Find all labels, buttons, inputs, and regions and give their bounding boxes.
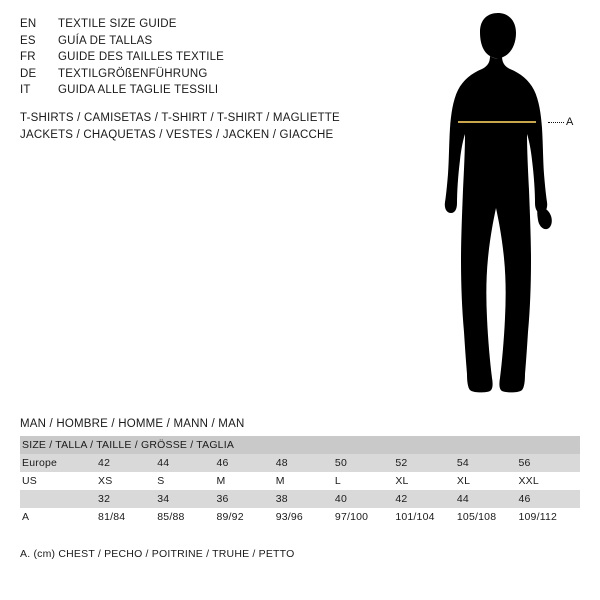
table-cell: 46 — [216, 457, 229, 469]
table-cell: 54 — [456, 457, 469, 469]
table-cell: 105/108 — [456, 511, 497, 523]
row-label: US — [22, 475, 37, 487]
language-text: TEXTILGRÖßENFÜHRUNG — [58, 67, 208, 80]
language-row — [20, 66, 360, 83]
language-text: GUIDE DES TAILLES TEXTILE — [58, 51, 225, 63]
table-cell: 101/104 — [395, 511, 435, 523]
table-cell: XL — [395, 475, 409, 487]
table-cell: L — [334, 475, 341, 487]
table-cell: 85/88 — [157, 511, 185, 523]
category-line-tshirts: T-SHIRTS / CAMISETAS / T-SHIRT / T-SHIRT / MAGLIETTE — [20, 112, 340, 124]
measure-leader-line — [548, 122, 564, 123]
category-line-jackets: JACKETS / CHAQUETAS / VESTES / JACKEN / GIACCHE — [20, 129, 334, 141]
table-cell: 93/96 — [275, 511, 303, 523]
table-cell: 97/100 — [334, 511, 369, 523]
table-cell: XXL — [518, 475, 539, 487]
table-row — [20, 508, 580, 526]
row-label: A — [22, 511, 30, 523]
table-cell: 52 — [395, 457, 408, 469]
table-cell: 40 — [334, 493, 347, 505]
language-code: IT — [20, 84, 31, 96]
table-cell: 50 — [334, 457, 347, 469]
male-torso-silhouette-icon — [420, 10, 590, 400]
language-header-block — [20, 16, 360, 99]
language-code: FR — [20, 51, 36, 63]
table-cell: M — [275, 475, 285, 487]
figure-area — [420, 10, 590, 400]
language-row — [20, 82, 360, 99]
measure-label-a: A — [566, 116, 574, 128]
table-cell: 38 — [275, 493, 288, 505]
table-header-label: SIZE / TALLA / TAILLE / GRÖSSE / TAGLIA — [22, 439, 235, 451]
language-text: GUÍA DE TALLAS — [58, 34, 153, 47]
category-block — [20, 110, 420, 144]
language-row — [20, 16, 360, 33]
row-label: Europe — [22, 457, 58, 469]
table-cell: M — [216, 475, 226, 487]
table-cell: 46 — [518, 493, 531, 505]
table-cell: 44 — [157, 457, 170, 469]
table-cell: 42 — [395, 493, 408, 505]
table-cell: S — [157, 475, 165, 487]
size-table-section — [20, 418, 580, 526]
table-title: MAN / HOMBRE / HOMME / MANN / MAN — [20, 418, 245, 430]
language-code: EN — [20, 18, 37, 30]
footnote: A. (cm) CHEST / PECHO / POITRINE / TRUHE / PETTO — [20, 548, 295, 560]
table-row — [20, 490, 580, 508]
table-header-row — [20, 436, 580, 454]
table-cell: 109/112 — [518, 511, 558, 523]
table-cell: 56 — [518, 457, 531, 469]
language-text: GUIDA ALLE TAGLIE TESSILI — [58, 84, 219, 96]
table-cell: 89/92 — [216, 511, 244, 523]
language-row — [20, 49, 360, 66]
language-code: DE — [20, 67, 37, 80]
table-row — [20, 472, 580, 490]
table-cell: 48 — [275, 457, 288, 469]
language-row — [20, 33, 360, 50]
language-text: TEXTILE SIZE GUIDE — [58, 18, 177, 30]
table-row — [20, 454, 580, 472]
table-cell: 32 — [98, 493, 111, 505]
table-cell: 34 — [157, 493, 170, 505]
table-cell: 42 — [98, 457, 111, 469]
table-cell: XL — [456, 475, 471, 487]
size-table — [20, 436, 580, 526]
language-code: ES — [20, 34, 36, 47]
row-label — [20, 490, 98, 508]
table-cell: 36 — [216, 493, 229, 505]
table-cell: 44 — [456, 493, 469, 505]
table-cell: XS — [98, 475, 113, 487]
table-cell: 81/84 — [98, 511, 126, 523]
